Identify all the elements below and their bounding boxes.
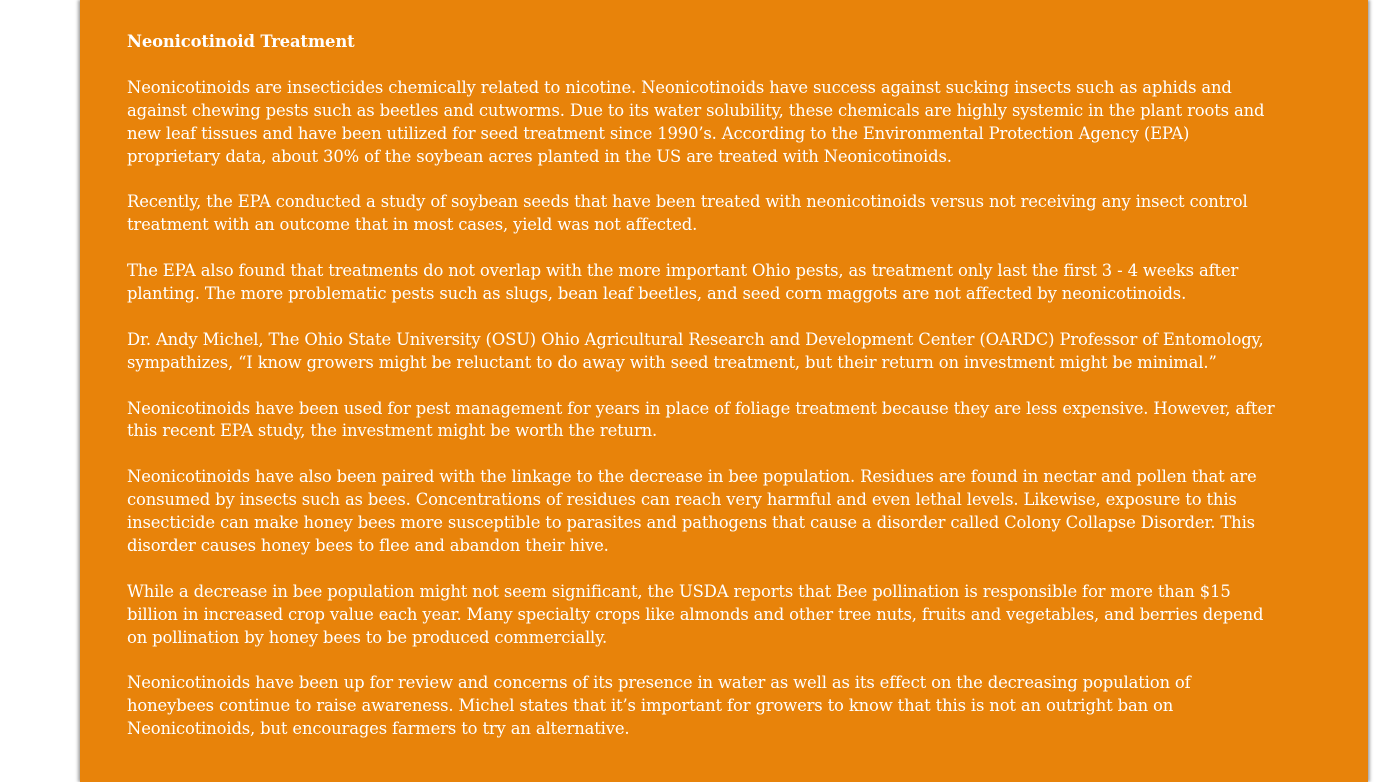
paragraph-bee-population: Neonicotinoids have also been paired with the linkage to the decrease in bee population. Residues are found in nectar and pollen that are consumed by insects such as bees. Concentrations of residues can reach very harmful and even lethal levels. Likewise, exposure to this insecticide can make honey bees more susceptible to parasites and pathogens that cause a disorder called Colony Collapse Disorder. This disorder causes honey bees to flee and abandon their hive. <box>127 467 1257 555</box>
paragraph-pest-management: Neonicotinoids have been used for pest management for years in place of foliage treatment because they are less expensive. However, after this recent EPA study, the investment might be worth the return. <box>127 398 1275 441</box>
paragraph-intro: Neonicotinoids are insecticides chemically related to nicotine. Neonicotinoids have success against sucking insects such as aphids and against chewing pests such as beetles and cutworms. Due to its water solubility, these chemicals are highly systemic in the plant roots and new leaf tissues and have been utilized for seed treatment since 1990’s. According to the Environmental Protection Agency (EPA) proprietary data, about 30% of the soybean acres planted in the US are treated with Neonicotinoids. <box>127 77 1265 166</box>
document-content <box>127 31 1277 764</box>
paragraph-michel-quote: Dr. Andy Michel, The Ohio State University (OSU) Ohio Agricultural Research and Development Center (OARDC) Professor of Entomology, sympathizes, “I know growers might be reluctant to do away with seed treatment, but their return on investment might be minimal.” <box>127 329 1264 372</box>
paragraph-usda-pollination: While a decrease in bee population might not seem significant, the USDA reports that Bee pollination is responsible for more than $15 billion in increased crop value each year. Many specialty crops like almonds and other tree nuts, fruits and vegetables, and berries depend on pollination by honey bees to be produced commercially. <box>127 581 1264 647</box>
document-page <box>80 0 1368 782</box>
paragraph-ohio-pests: The EPA also found that treatments do not overlap with the more important Ohio pests, as treatment only last the first 3 - 4 weeks after planting. The more problematic pests such as slugs, bean leaf beetles, and seed corn maggots are not affected by neonicotinoids. <box>127 261 1239 304</box>
paragraph-epa-study: Recently, the EPA conducted a study of soybean seeds that have been treated with neonicotinoids versus not receiving any insect control treatment with an outcome that in most cases, yield was not affected. <box>127 192 1248 235</box>
paragraph-review-concerns: Neonicotinoids have been up for review and concerns of its presence in water as well as its effect on the decreasing population of honeybees continue to raise awareness. Michel states that it’s important for growers to know that this is not an outright ban on Neonicotinoids, but encourages farmers to try an alternative. <box>127 673 1191 739</box>
document-title: Neonicotinoid Treatment <box>127 32 355 51</box>
